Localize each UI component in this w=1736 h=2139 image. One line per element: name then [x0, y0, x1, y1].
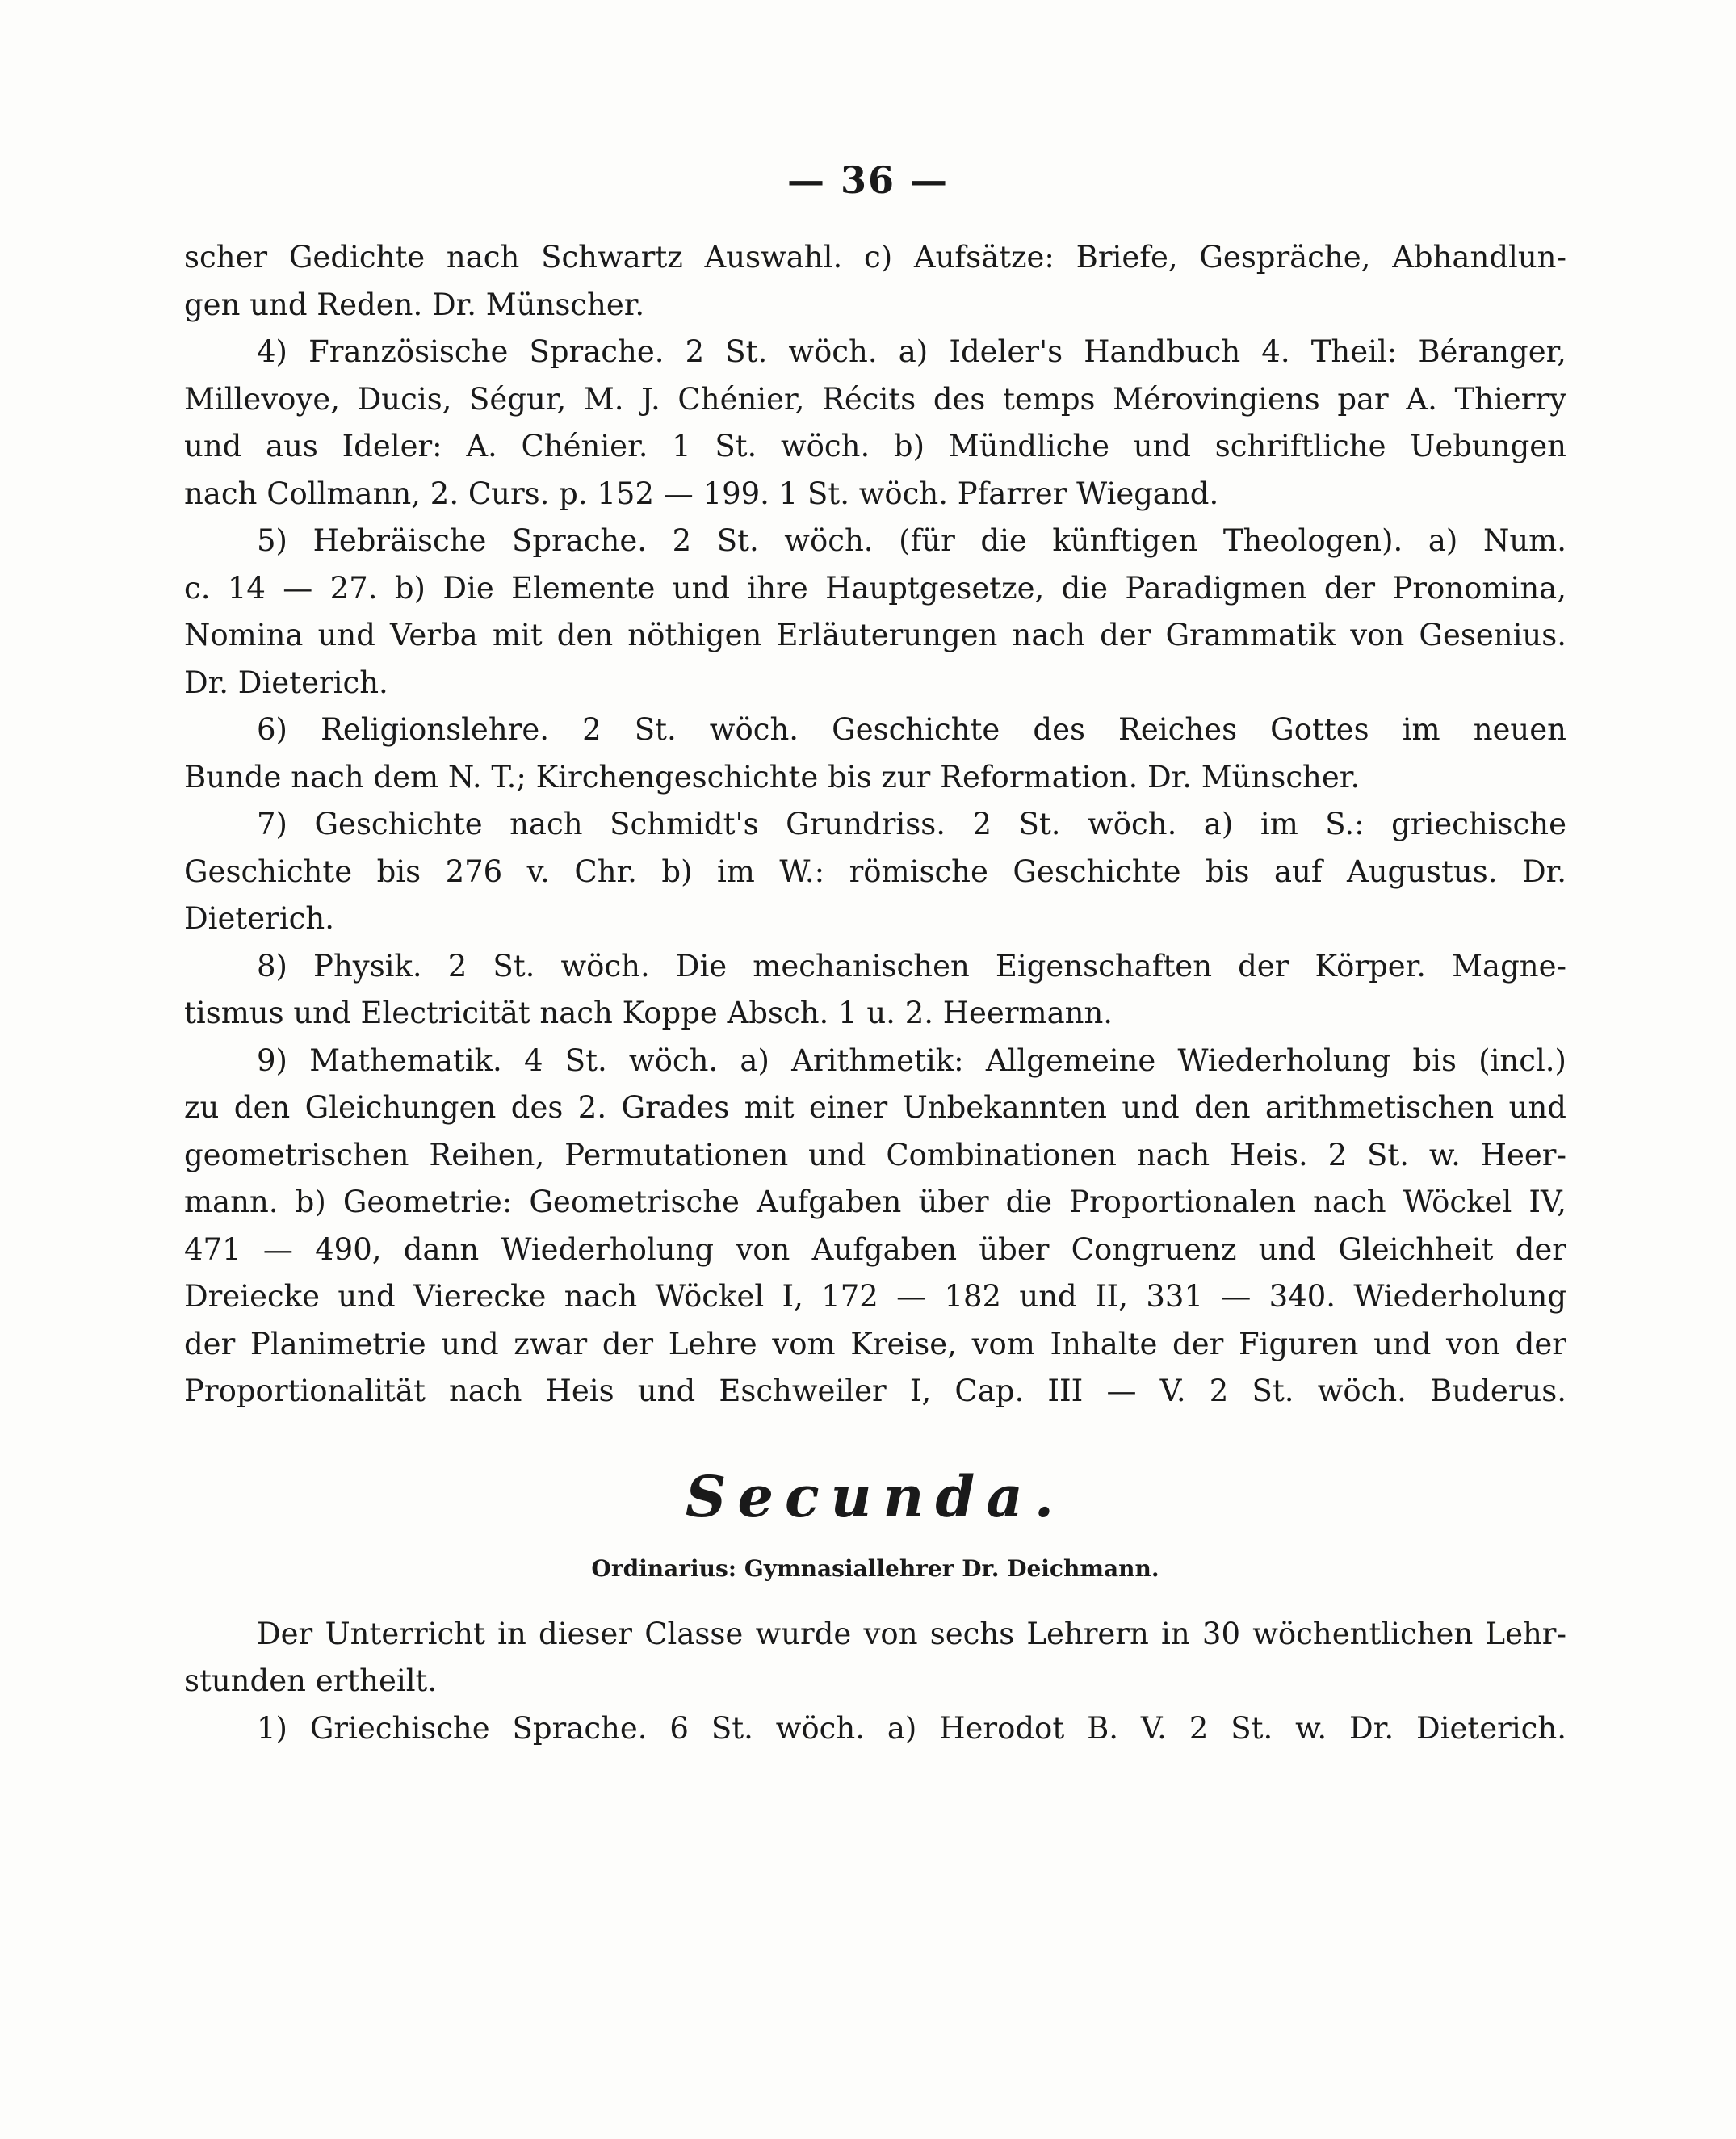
text-line: Proportionalität nach Heis und Eschweiler I, Cap. III — V. 2 St. wöch. Buderus. — [184, 1374, 1566, 1408]
text-line: 7) Geschichte nach Schmidt's Grundriss. 2 St. wöch. a) im S.: griechische — [257, 807, 1566, 841]
text-line: 5) Hebräische Sprache. 2 St. wöch. (für die künftigen Theologen). a) Num. — [257, 523, 1566, 558]
text-line: Bunde nach dem N. T.; Kirchengeschichte bis zur Reformation. Dr. Münscher. — [184, 759, 1361, 795]
text-line: 9) Mathematik. 4 St. wöch. a) Arithmetik: Allgemeine Wiederholung bis (incl.) — [257, 1042, 1566, 1078]
text-line: Geschichte bis 276 v. Chr. b) im W.: römische Geschichte bis auf Augustus. Dr. — [184, 854, 1566, 889]
text-line: Nomina und Verba mit den nöthigen Erläuterungen nach der Grammatik von Gesenius. — [184, 618, 1566, 652]
text-line: und aus Ideler: A. Chénier. 1 St. wöch. b) Mündliche und schriftliche Uebungen — [184, 429, 1566, 463]
text-line: 8) Physik. 2 St. wöch. Die mechanischen Eigenschaften der Körper. Magne- — [257, 948, 1566, 984]
text-line: Dieterich. — [184, 901, 334, 936]
text-line: Dr. Dieterich. — [184, 665, 388, 700]
text-line: 4) Französische Sprache. 2 St. wöch. a) Ideler's Handbuch 4. Theil: Béranger, — [257, 334, 1566, 369]
text-line: Der Unterricht in dieser Classe wurde von sechs Lehrern in 30 wöchentlichen Lehr- — [257, 1616, 1566, 1651]
text-line: Dreiecke und Vierecke nach Wöckel I, 172 — 182 und II, 331 — 340. Wiederholung — [184, 1279, 1566, 1314]
text-line: 6) Religionslehre. 2 St. wöch. Geschichte des Reiches Gottes im neuen — [257, 712, 1566, 747]
text-line: 471 — 490, dann Wiederholung von Aufgaben über Congruenz und Gleichheit der — [184, 1231, 1566, 1267]
body-text — [184, 234, 1566, 1752]
text-line: der Planimetrie und zwar der Lehre vom Kreise, vom Inhalte der Figuren und von der — [184, 1326, 1566, 1361]
text-line: nach Collmann, 2. Curs. p. 152 — 199. 1 St. wöch. Pfarrer Wiegand. — [184, 476, 1219, 511]
section-heading: Secunda. — [685, 1462, 1066, 1530]
text-line: 1) Griechische Sprache. 6 St. wöch. a) Herodot B. V. 2 St. w. Dr. Dieterich. — [257, 1710, 1566, 1746]
text-line: Millevoye, Ducis, Ségur, M. J. Chénier, Récits des temps Mérovingiens par A. Thierry — [184, 381, 1566, 417]
text-line: scher Gedichte nach Schwartz Auswahl. c) Aufsätze: Briefe, Gespräche, Abhandlun- — [184, 240, 1566, 275]
text-line: c. 14 — 27. b) Die Elemente und ihre Hauptgesetze, die Paradigmen der Pronomina, — [184, 570, 1566, 606]
text-line: tismus und Electricität nach Koppe Absch. 1 u. 2. Heermann. — [184, 996, 1113, 1030]
text-line: mann. b) Geometrie: Geometrische Aufgaben über die Proportionalen nach Wöckel IV, — [184, 1185, 1566, 1219]
page-number: — 36 — — [786, 158, 950, 202]
text-line: geometrischen Reihen, Permutationen und Combinationen nach Heis. 2 St. w. Heer- — [184, 1137, 1566, 1172]
ordinarius-line: Ordinarius: Gymnasiallehrer Dr. Deichmann. — [591, 1554, 1159, 1582]
text-line: stunden ertheilt. — [184, 1663, 438, 1698]
text-line: gen und Reden. Dr. Münscher. — [184, 287, 645, 322]
text-line: zu den Gleichungen des 2. Grades mit einer Unbekannten und den arithmetischen und — [184, 1090, 1566, 1125]
